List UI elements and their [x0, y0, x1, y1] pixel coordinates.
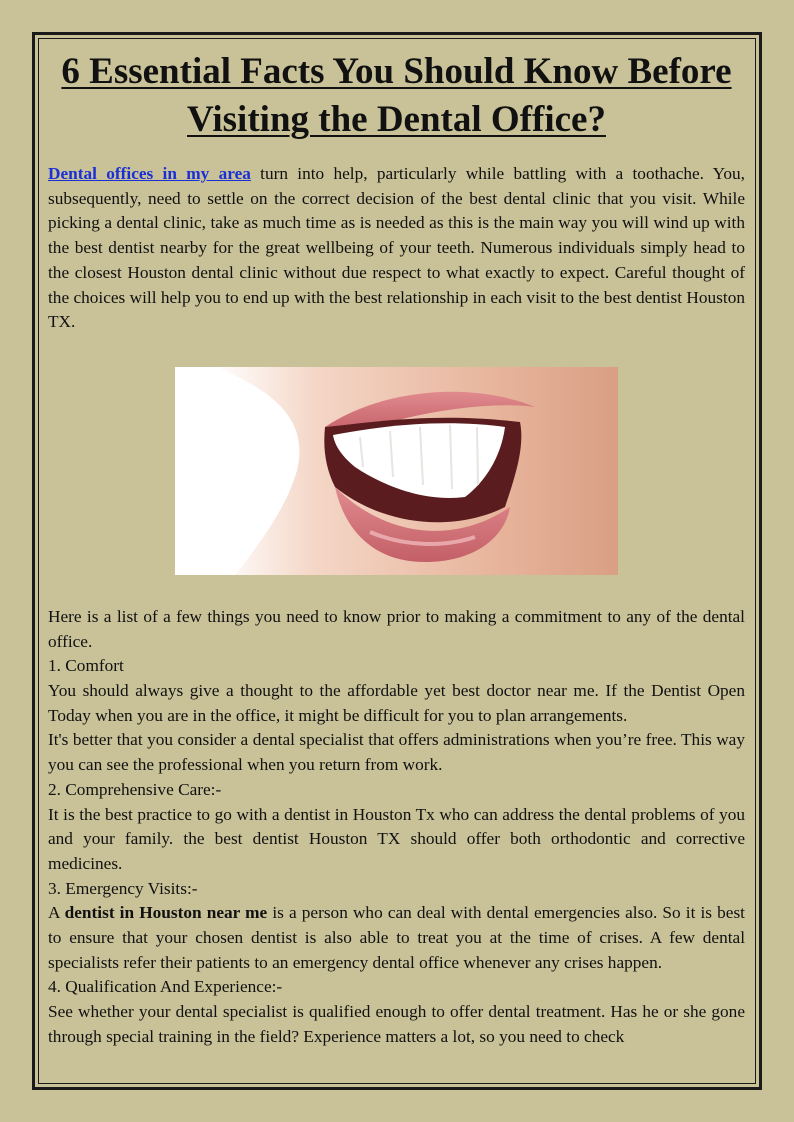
page-title: 6 Essential Facts You Should Know Before Visiting the Dental Office? [61, 51, 732, 140]
comfort-paragraph-2: It's better that you consider a dental specialist that offers administrations when you’re free. This way you can see the professional when you return from work. [48, 730, 745, 775]
smile-photo [175, 367, 618, 575]
comfort-paragraph-1: You should always give a thought to the affordable yet best doctor near me. If the Dentist Open Today when you are in the office, it might be difficult for you to plan arrangements. [48, 681, 745, 725]
list-section [48, 605, 745, 1050]
document-body [48, 48, 745, 1050]
emergency-bold-phrase: dentist in Houston near me [64, 903, 268, 923]
section-heading-comfort: 1. Comfort [48, 656, 124, 676]
intro-text: turn into help, particularly while battling with a toothache. You, subsequently, need to settle on the correct decision of the best dental clinic that you visit. While picking a dental clinic, take as much time as is needed as this is the main way you will wind up with the best dentist nearby for the great wellbeing of your teeth. Numerous individuals simply head to the closest Houston dental clinic without due respect to what exactly to expect. Careful thought of the choices will help you to end up with the best relationship in each visit to the best dentist Houston TX. [48, 164, 746, 332]
emergency-post: is a person who can deal with dental emergencies also. So it is best to ensure that your chosen dentist is also able to treat you at the time of crises. A few dental specialists refer their patients to an emergency dental office whenever any crises happen. [48, 903, 745, 972]
emergency-pre: A [48, 903, 65, 923]
dental-offices-link[interactable]: Dental offices in my area [48, 164, 251, 183]
qualification-paragraph: See whether your dental specialist is qualified enough to offer dental treatment. Has he or she gone through special training in the field? Experience matters a lot, so you need to check [48, 1002, 745, 1046]
comprehensive-care-paragraph: It is the best practice to go with a dentist in Houston Tx who can address the dental problems of you and your family. the best dentist Houston TX should offer both orthodontic and corrective medicines. [48, 804, 745, 873]
intro-paragraph [48, 162, 745, 335]
emergency-paragraph [48, 901, 745, 975]
lead-paragraph: Here is a list of a few things you need to know prior to making a commitment to any of the dental office. [48, 606, 745, 651]
smile-illustration [175, 367, 618, 575]
section-heading-emergency-visits: 3. Emergency Visits:- [48, 878, 198, 898]
section-heading-comprehensive-care: 2. Comprehensive Care:- [48, 779, 222, 799]
section-heading-qualification: 4. Qualification And Experience:- [48, 977, 283, 997]
